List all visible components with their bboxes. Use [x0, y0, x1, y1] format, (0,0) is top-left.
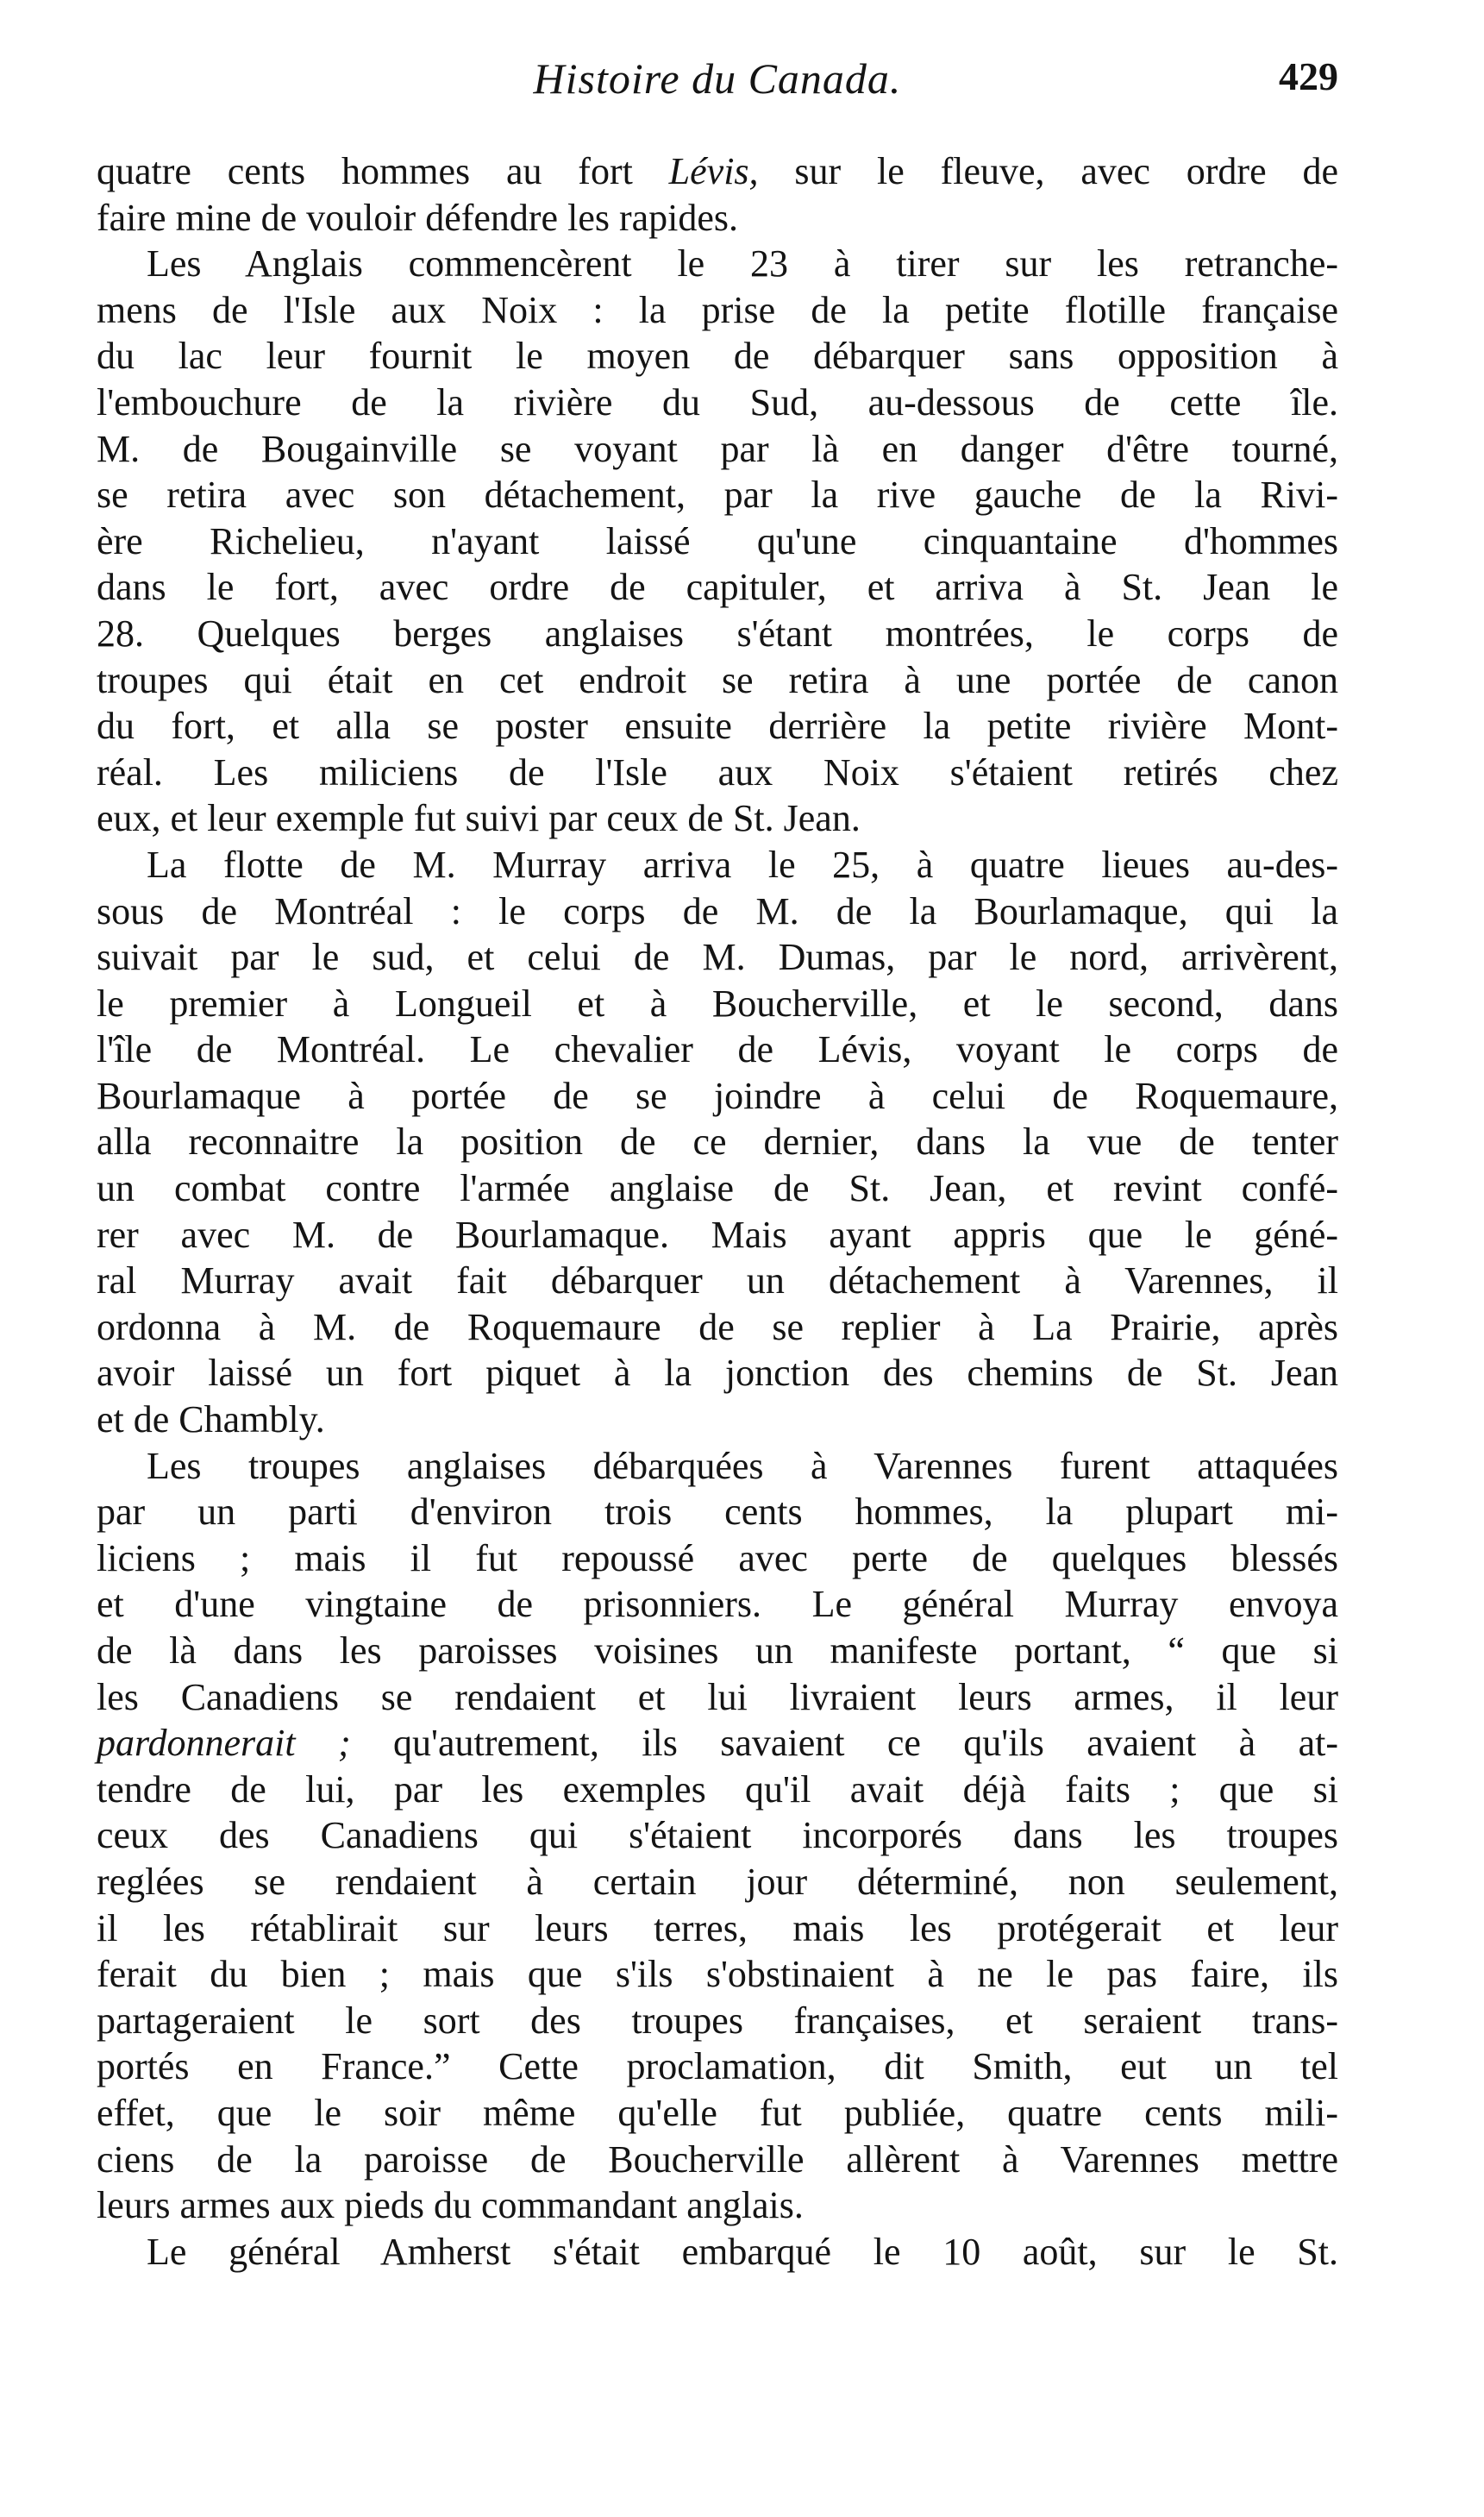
text-line: et de Chambly.: [97, 1398, 325, 1441]
page-number: 429: [1279, 54, 1338, 98]
text-line: La flotte de M. Murray arriva le 25, à quatre lieues au-des-: [147, 843, 1338, 886]
running-head: [97, 53, 1338, 122]
text-line: ère Richelieu, n'ayant laissé qu'une cinquantaine d'hommes: [97, 519, 1338, 562]
text-line: M. de Bougainville se voyant par là en danger d'être tourné,: [97, 427, 1338, 470]
body-text: [97, 148, 1338, 2275]
text-line: tendre de lui, par les exemples qu'il avait déjà faits ; que si: [97, 1767, 1338, 1811]
text-line: le premier à Longueil et à Boucherville, et le second, dans: [97, 982, 1338, 1025]
text-line: eux, et leur exemple fut suivi par ceux de St. Jean.: [97, 797, 861, 840]
text-line: ral Murray avait fait débarquer un détachement à Varennes, il: [97, 1259, 1338, 1302]
text-line: les Canadiens se rendaient et lui livraient leurs armes, il leur: [97, 1675, 1338, 1718]
text-line: quatre cents hommes au fort Lévis, sur le fleuve, avec ordre de: [97, 150, 1338, 192]
text-line: leurs armes aux pieds du commandant anglais.: [97, 2184, 804, 2227]
text-line: Les troupes anglaises débarquées à Varennes furent attaquées: [147, 1444, 1338, 1487]
text-line: de là dans les paroisses voisines un manifeste portant, “ que si: [97, 1629, 1338, 1672]
text-line: sous de Montréal : le corps de M. de la Bourlamaque, qui la: [97, 889, 1338, 932]
text-line: partageraient le sort des troupes françaises, et seraient trans-: [97, 1999, 1338, 2042]
text-line: rer avec M. de Bourlamaque. Mais ayant appris que le géné-: [97, 1213, 1338, 1256]
text-line: liciens ; mais il fut repoussé avec perte de quelques blessés: [97, 1536, 1338, 1579]
text-line: se retira avec son détachement, par la rive gauche de la Rivi-: [97, 474, 1338, 517]
text-line: ferait du bien ; mais que s'ils s'obstinaient à ne le pas faire, ils: [97, 1953, 1338, 1996]
text-line: alla reconnaitre la position de ce dernier, dans la vue de tenter: [97, 1120, 1338, 1164]
text-line: réal. Les miliciens de l'Isle aux Noix s'étaient retirés chez: [97, 750, 1338, 794]
text-line: dans le fort, avec ordre de capituler, et arriva à St. Jean le: [97, 566, 1338, 609]
text-line: du fort, et alla se poster ensuite derrière la petite rivière Mont-: [97, 705, 1338, 748]
text-line: et d'une vingtaine de prisonniers. Le général Murray envoya: [97, 1583, 1338, 1626]
text-line: Bourlamaque à portée de se joindre à celui de Roquemaure,: [97, 1074, 1338, 1117]
text-line: il les rétablirait sur leurs terres, mais les protégerait et leur: [97, 1906, 1338, 1949]
text-line: avoir laissé un fort piquet à la jonction des chemins de St. Jean: [97, 1352, 1338, 1395]
text-line: pardonnerait ; qu'autrement, ils savaient ce qu'ils avaient à at-: [97, 1722, 1338, 1765]
text-line: Le général Amherst s'était embarqué le 10 août, sur le St.: [147, 2230, 1338, 2273]
text-line: reglées se rendaient à certain jour déterminé, non seulement,: [97, 1860, 1338, 1903]
text-line: l'île de Montréal. Le chevalier de Lévis, voyant le corps de: [97, 1028, 1338, 1071]
text-line: faire mine de vouloir défendre les rapides.: [97, 196, 739, 239]
running-title: Histoire du Canada.: [533, 54, 902, 103]
text-line: 28. Quelques berges anglaises s'étant montrées, le corps de: [97, 612, 1338, 655]
text-line: suivait par le sud, et celui de M. Dumas, par le nord, arrivèrent,: [97, 936, 1338, 979]
text-line: un combat contre l'armée anglaise de St. Jean, et revint confé-: [97, 1167, 1338, 1210]
text-line: effet, que le soir même qu'elle fut publiée, quatre cents mili-: [97, 2091, 1338, 2134]
text-line: mens de l'Isle aux Noix : la prise de la petite flotille française: [97, 288, 1338, 331]
text-line: ordonna à M. de Roquemaure de se replier à La Prairie, après: [97, 1305, 1338, 1348]
text-line: l'embouchure de la rivière du Sud, au-dessous de cette île.: [97, 380, 1338, 424]
text-line: Les Anglais commencèrent le 23 à tirer sur les retranche-: [147, 242, 1338, 286]
text-line: portés en France.” Cette proclamation, dit Smith, eut un tel: [97, 2045, 1338, 2088]
text-line: troupes qui était en cet endroit se retira à une portée de canon: [97, 658, 1338, 701]
text-line: du lac leur fournit le moyen de débarquer sans opposition à: [97, 335, 1338, 378]
text-line: ceux des Canadiens qui s'étaient incorporés dans les troupes: [97, 1814, 1338, 1857]
text-line: ciens de la paroisse de Boucherville allèrent à Varennes mettre: [97, 2137, 1338, 2181]
text-line: par un parti d'environ trois cents hommes, la plupart mi-: [97, 1491, 1338, 1534]
